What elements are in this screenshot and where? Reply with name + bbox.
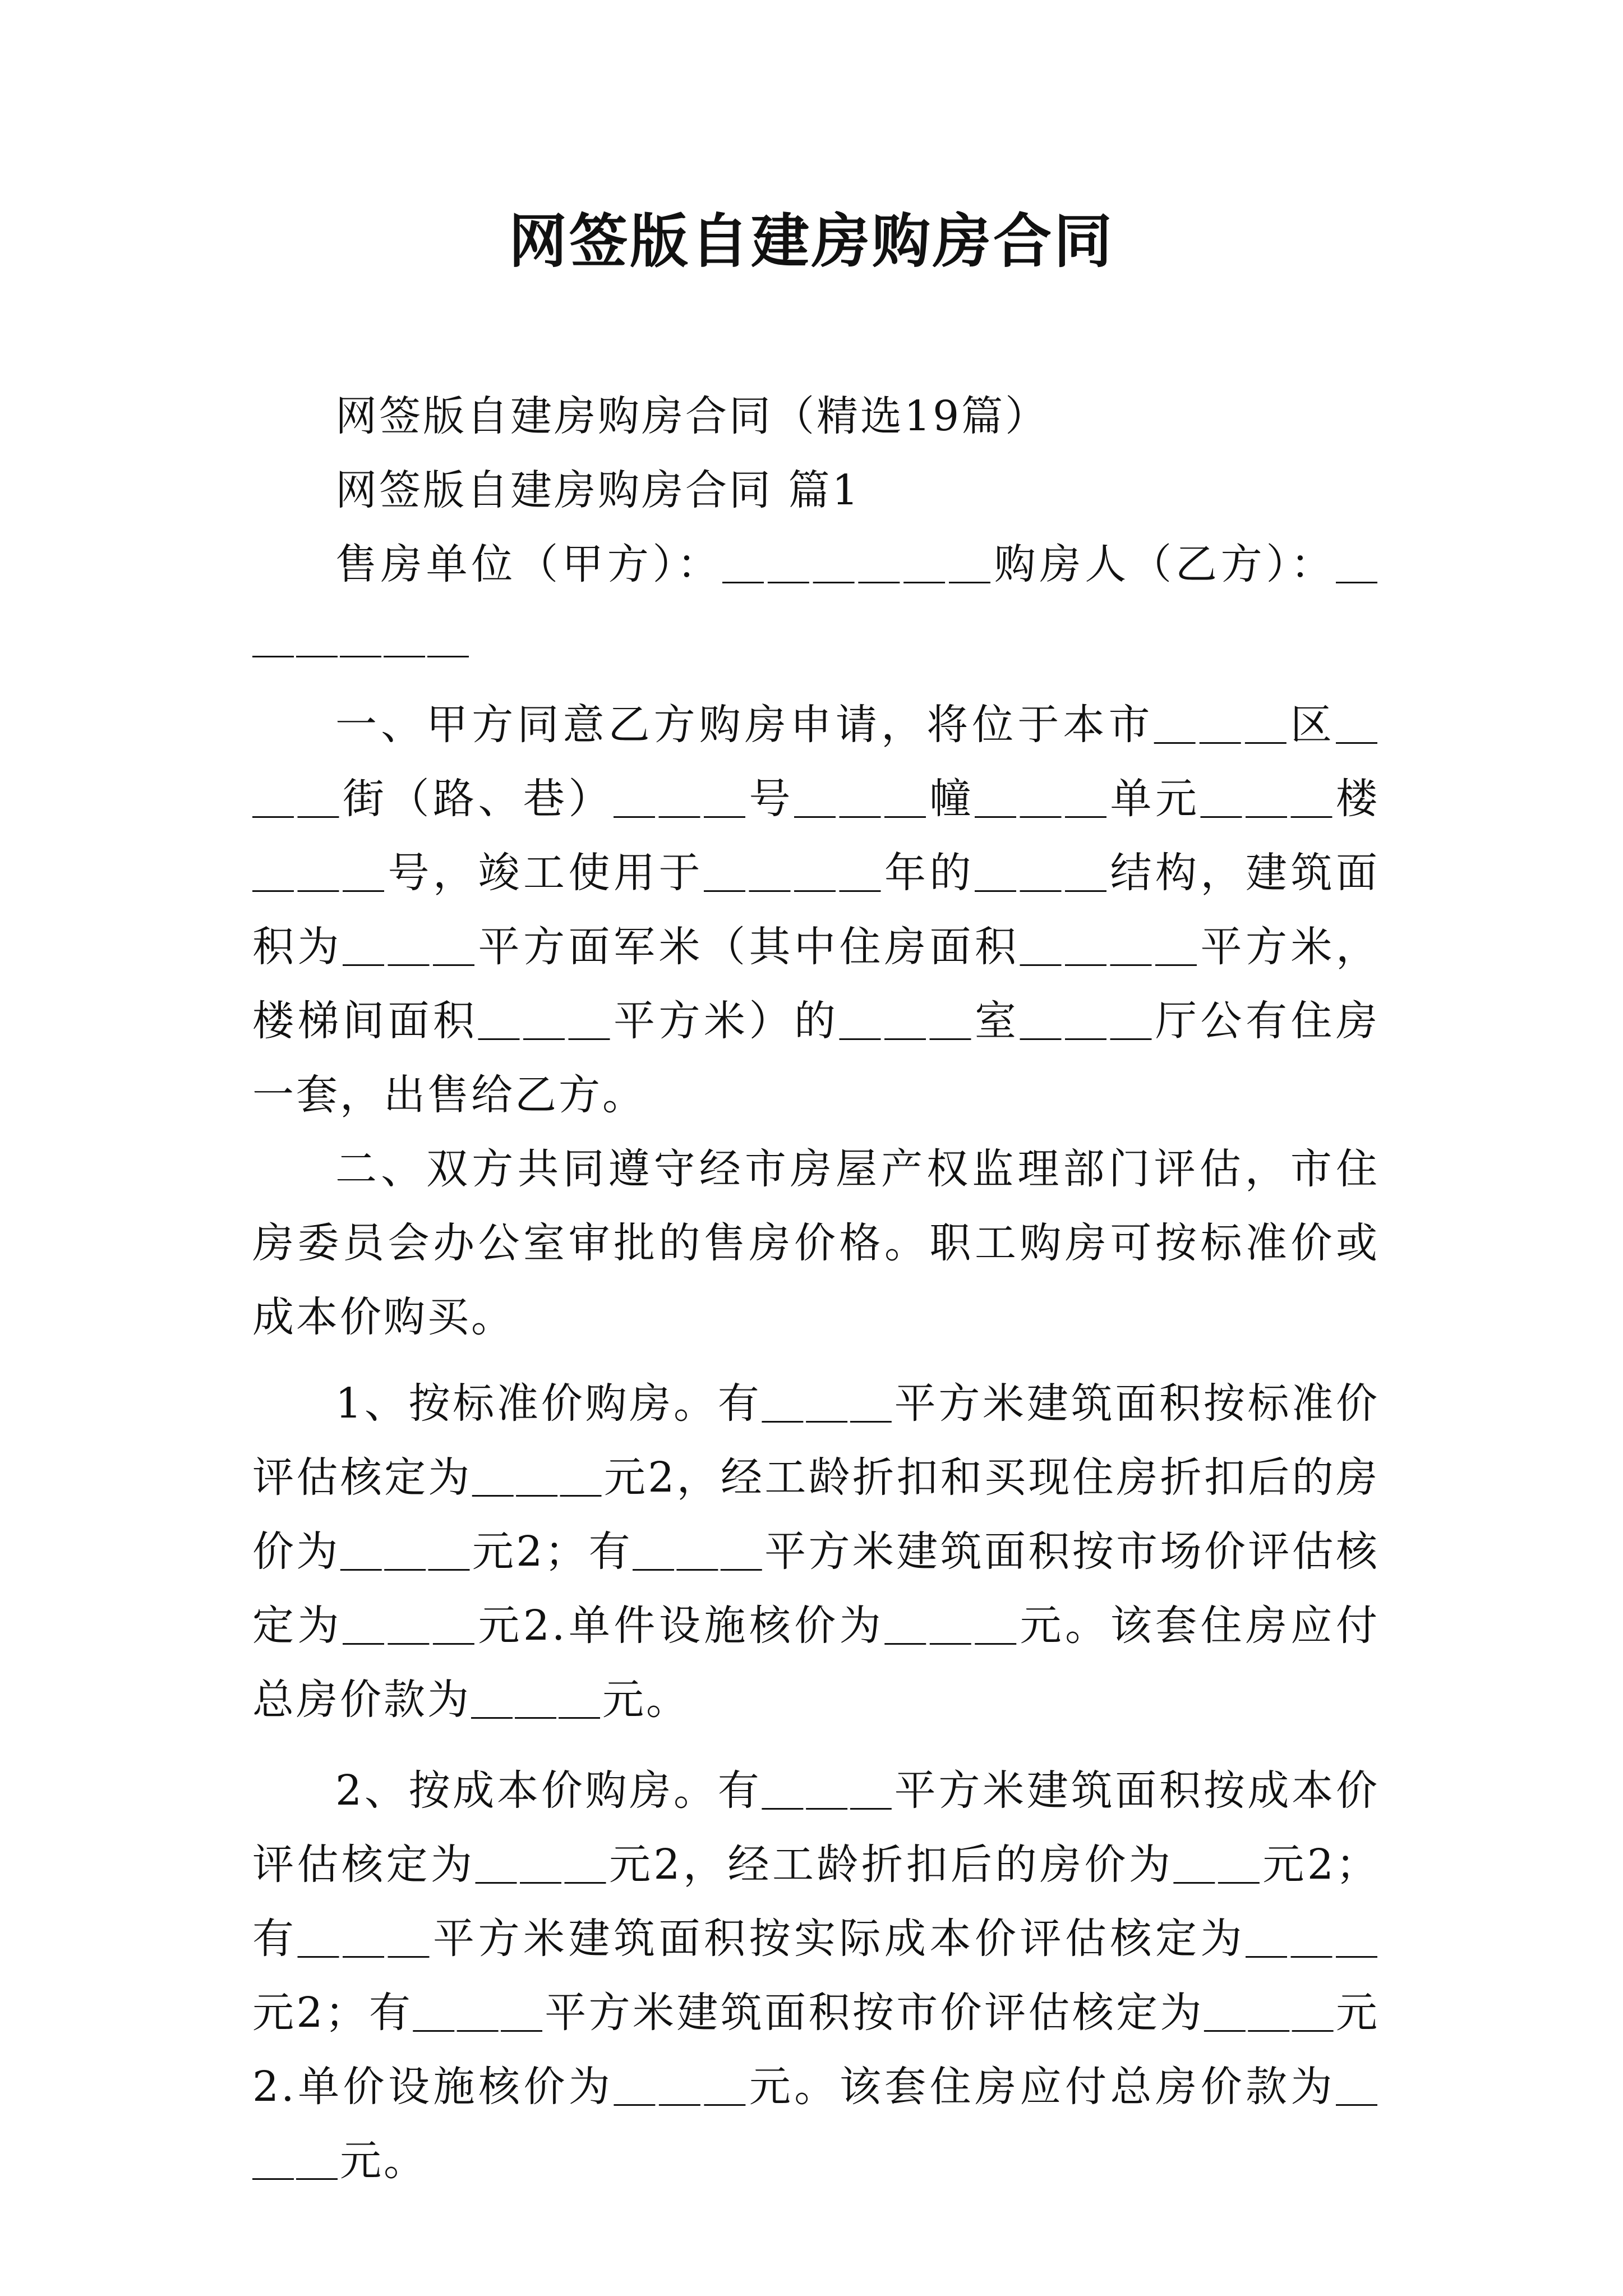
clause-two-item-one: 1、按标准价购房。有＿＿＿平方米建筑面积按标准价评估核定为＿＿＿元2，经工龄折扣和买现住房折扣后的房价为＿＿＿元2；有＿＿＿平方米建筑面积按市场价评估核定为＿＿＿元2.单件设施核价为＿＿＿元。该套住房应付总房价款为＿＿＿元。 [252,1379,1380,1724]
section-heading: 网签版自建房购房合同 篇1 [335,466,861,514]
parties-line: 售房单位（甲方）：＿＿＿＿＿＿购房人（乙方）：＿＿＿＿＿＿ [252,540,1380,662]
clause-one: 一、甲方同意乙方购房申请，将位于本市＿＿＿区＿＿＿街（路、巷）＿＿＿号＿＿＿幢＿＿＿单元＿＿＿楼＿＿＿号，竣工使用于＿＿＿＿年的＿＿＿结构，建筑面积为＿＿＿平方面军米（其中住房面积＿＿＿＿平方米，楼梯间面积＿＿＿平方米）的＿＿＿室＿＿＿厅公有住房一套，出售给乙方。 [252,701,1380,1119]
document-body [252,379,1380,2198]
document-subtitle: 网签版自建房购房合同（精选19篇） [335,392,1049,440]
clause-two-item-two: 2、按成本价购房。有＿＿＿平方米建筑面积按成本价评估核定为＿＿＿元2，经工龄折扣后的房价为＿＿元2；有＿＿＿平方米建筑面积按实际成本价评估核定为＿＿＿元2；有＿＿＿平方米建筑面积按市价评估核定为＿＿＿元2.单价设施核价为＿＿＿元。该套住房应付总房价款为＿＿＿元。 [252,1766,1380,2185]
clause-two: 二、双方共同遵守经市房屋产权监理部门评估，市住房委员会办公室审批的售房价格。职工购房可按标准价或成本价购买。 [252,1145,1380,1341]
document-title: 网签版自建房购房合同 [508,206,1114,275]
